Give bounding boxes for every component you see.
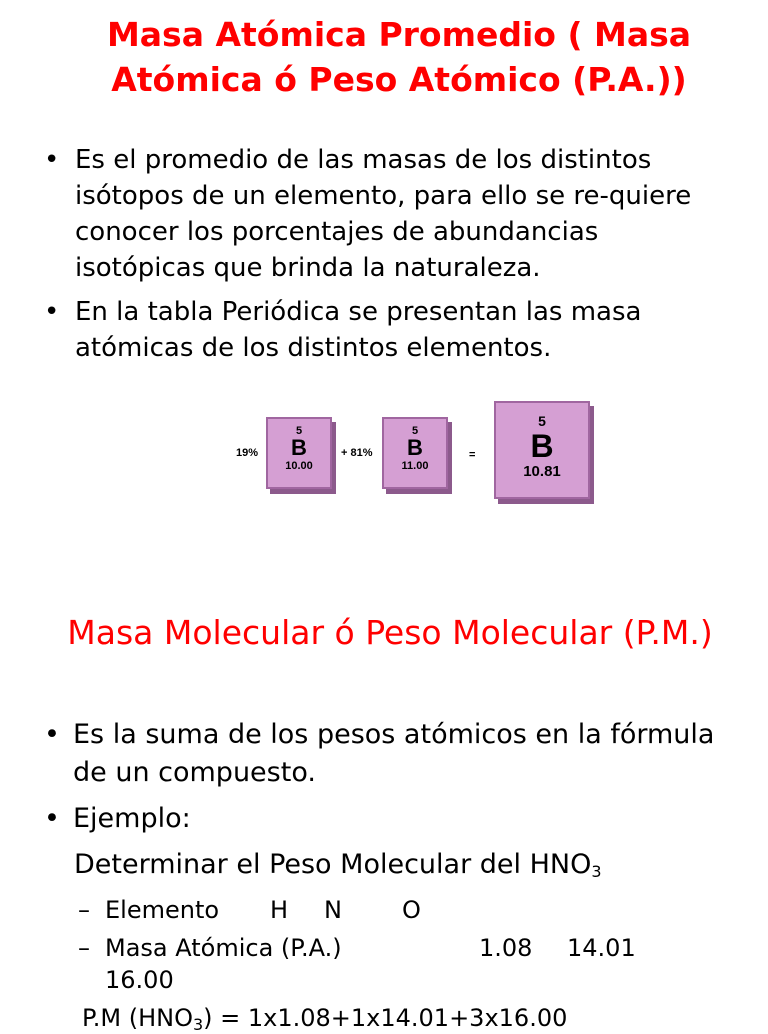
equals-sign: = [469,449,476,461]
row-value: H [270,896,289,924]
bullet-item [44,294,724,363]
bullet-item [44,142,724,286]
bullet-text: Es la suma de los pesos atómicos en la fórmula de un compuesto. [73,719,715,788]
element-tile-boron-average [494,401,590,499]
example-statement [44,846,734,884]
row-value: 16.00 [105,966,174,994]
atomic-mass: 11.00 [401,460,429,472]
row-value: 1.08 [479,934,533,962]
bullet-dot-icon: • [44,719,60,750]
row-value: 14.01 [567,934,636,962]
molecular-weight-formula [44,1002,734,1034]
slide1-bullet-list [44,142,724,363]
atomic-number: 5 [411,425,419,437]
dash-bullet-icon: – [78,934,90,962]
row-value: O [402,896,421,924]
percent-label-19: 19% [236,447,259,459]
atomic-number: 5 [295,425,303,437]
element-tile-boron-10 [266,417,332,489]
element-row [44,894,734,926]
bullet-dot-icon: • [44,297,60,327]
bullet-text: Es el promedio de las masas de los distintos isótopos de un elemento, para ello se re-quiere conocer los porcentajes de abundancias isotópicas que brinda la naturaleza. [75,145,692,283]
formula-left: P.M (HNO [82,1004,193,1032]
slide-title-masa-molecular: Masa Molecular ó Peso Molecular (P.M.) [67,613,713,652]
element-symbol: B [530,428,554,464]
element-symbol: B [407,435,423,460]
example-subscript: 3 [591,862,602,881]
bullet-text: Ejemplo: [73,803,191,834]
atomic-mass: 10.00 [285,460,313,472]
row-label: Masa Atómica (P.A.) [105,934,342,962]
element-tile-boron-11 [382,417,448,489]
atomic-mass: 10.81 [523,463,561,480]
slide2-bullet-list [44,716,734,1034]
example-text: Determinar el Peso Molecular del HNO [74,849,592,880]
element-symbol: B [291,435,307,460]
atomic-mass-row [44,932,734,996]
bullet-dot-icon: • [44,145,60,175]
atomic-number: 5 [538,413,546,429]
slide-title-masa-atomica: Masa Atómica Promedio ( Masa Atómica ó Peso Atómico (P.A.)) [106,15,692,99]
percent-label-81: + 81% [341,447,373,459]
bullet-text: En la tabla Periódica se presentan las masa atómicas de los distintos elementos. [75,297,642,363]
row-value: N [324,896,342,924]
dash-bullet-icon: – [78,896,90,924]
formula-right: ) = 1x1.08+1x14.01+3x16.00 [203,1004,568,1032]
bullet-dot-icon: • [44,803,60,834]
bullet-item [44,800,734,838]
bullet-item [44,716,734,792]
row-label: Elemento [105,896,220,924]
formula-subscript: 3 [192,1015,204,1034]
